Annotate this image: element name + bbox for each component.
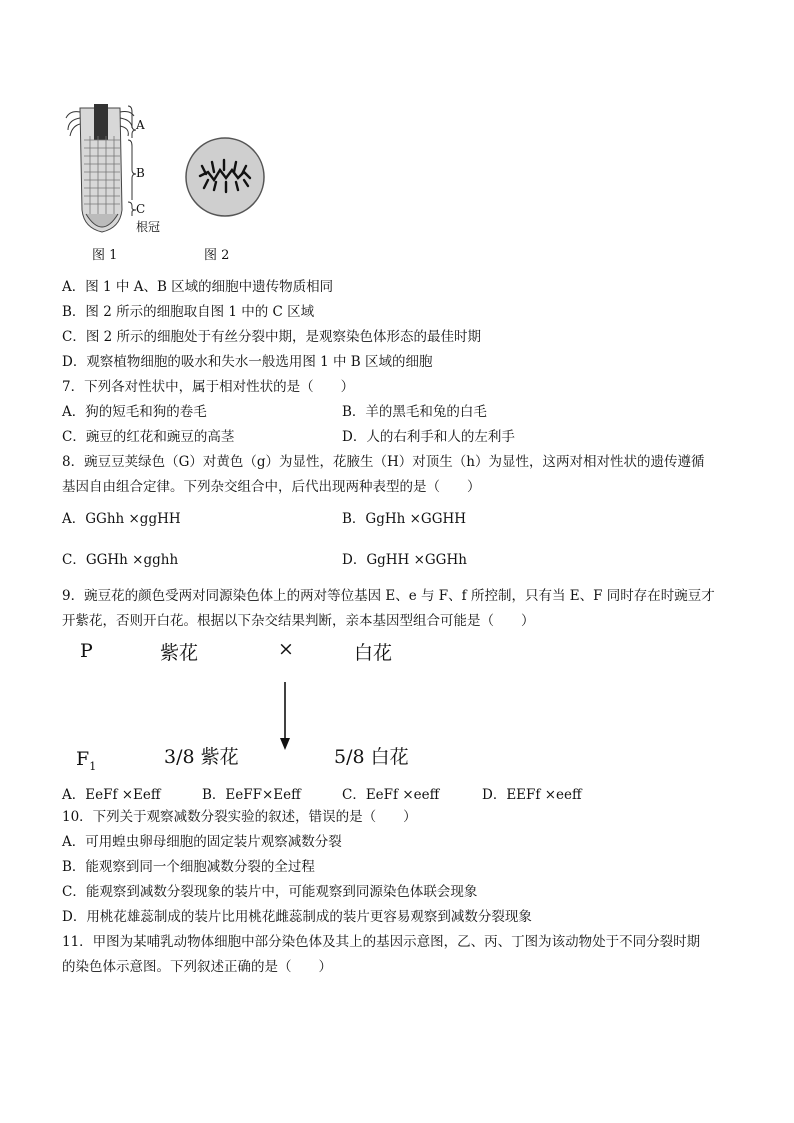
figure-2-caption: 图 2	[204, 248, 230, 263]
q10-stem: 10．下列关于观察减数分裂实验的叙述，错误的是（ ）	[62, 809, 417, 825]
q11-stem-line-1: 11．甲图为某哺乳动物体细胞中部分染色体及其上的基因示意图，乙、丙、丁图为该动物处于不同分裂时期	[62, 934, 701, 950]
q9-option-b: B．EeFF×Eeff	[202, 787, 301, 803]
region-label-C: C	[136, 202, 146, 216]
cell-figure	[184, 136, 266, 218]
q6-option-c: C．图 2 所示的细胞处于有丝分裂中期，是观察染色体形态的最佳时期	[62, 329, 482, 345]
q7-option-d: D．人的右利手和人的左利手	[342, 429, 515, 445]
q9-option-c: C．EeFf ×eeff	[342, 787, 440, 803]
q9-stem-line-2: 开紫花，否则开白花。根据以下杂交结果判断，亲本基因型组合可能是（ ）	[62, 613, 535, 629]
cross-arrow	[278, 682, 292, 752]
cross-offspring-1: 3/8 紫花	[164, 746, 239, 768]
q8-option-a: A．GGhh ×ggHH	[62, 511, 181, 527]
cross-times-sign: ×	[278, 638, 294, 660]
q7-option-c: C．豌豆的红花和豌豆的高茎	[62, 429, 235, 445]
q9-stem-line-1: 9．豌豆花的颜色受两对同源染色体上的两对等位基因 E、e 与 F、f 所控制，只有当 E、F 同时存在时豌豆才	[62, 588, 715, 604]
q10-option-a: A．可用蝗虫卵母细胞的固定装片观察减数分裂	[62, 834, 342, 850]
q9-option-d: D．EEFf ×eeff	[482, 787, 582, 803]
q8-stem-line-2: 基因自由组合定律。下列杂交组合中，后代出现两种表型的是（ ）	[62, 479, 481, 495]
q7-stem: 7．下列各对性状中，属于相对性状的是（ ）	[62, 379, 355, 395]
region-label-B: B	[136, 166, 145, 180]
q8-option-d: D．GgHH ×GGHh	[342, 552, 467, 568]
q9-option-a: A．EeFf ×Eeff	[62, 787, 161, 803]
region-label-A: A	[136, 118, 145, 132]
q10-option-d: D．用桃花雄蕊制成的装片比用桃花雌蕊制成的装片更容易观察到减数分裂现象	[62, 909, 532, 925]
figure-1-caption: 图 1	[92, 248, 118, 263]
cross-offspring-2: 5/8 白花	[334, 746, 409, 768]
metaphase-cell-drawing	[184, 136, 266, 218]
q7-option-b: B．羊的黑毛和兔的白毛	[342, 404, 487, 420]
q6-option-b: B．图 2 所示的细胞取自图 1 中的 C 区域	[62, 304, 315, 320]
q10-option-c: C．能观察到减数分裂现象的装片中，可能观察到同源染色体联会现象	[62, 884, 478, 900]
cross-parent-2: 白花	[354, 642, 393, 664]
q7-option-a: A．狗的短毛和狗的卷毛	[62, 404, 207, 420]
cross-parent-1: 紫花	[160, 642, 199, 664]
q8-stem-line-1: 8．豌豆豆荚绿色（G）对黄色（g）为显性，花腋生（H）对顶生（h）为显性，这两对相对性状的遗传遵循	[62, 454, 705, 470]
region-label-root-cap: 根冠	[136, 220, 161, 234]
cross-p-label: P	[80, 640, 93, 662]
q8-option-b: B．GgHh ×GGHH	[342, 511, 467, 527]
q11-stem-line-2: 的染色体示意图。下列叙述正确的是（ ）	[62, 959, 332, 975]
cross-f1-label: $F_1$	[76, 748, 97, 773]
q6-option-d: D．观察植物细胞的吸水和失水一般选用图 1 中 B 区域的细胞	[62, 354, 433, 370]
root-tip-drawing	[62, 100, 182, 240]
q8-option-c: C．GGHh ×gghh	[62, 552, 179, 568]
q6-option-a: A．图 1 中 A、B 区域的细胞中遗传物质相同	[62, 279, 334, 295]
root-tip-figure	[62, 100, 182, 240]
q10-option-b: B．能观察到同一个细胞减数分裂的全过程	[62, 859, 315, 875]
